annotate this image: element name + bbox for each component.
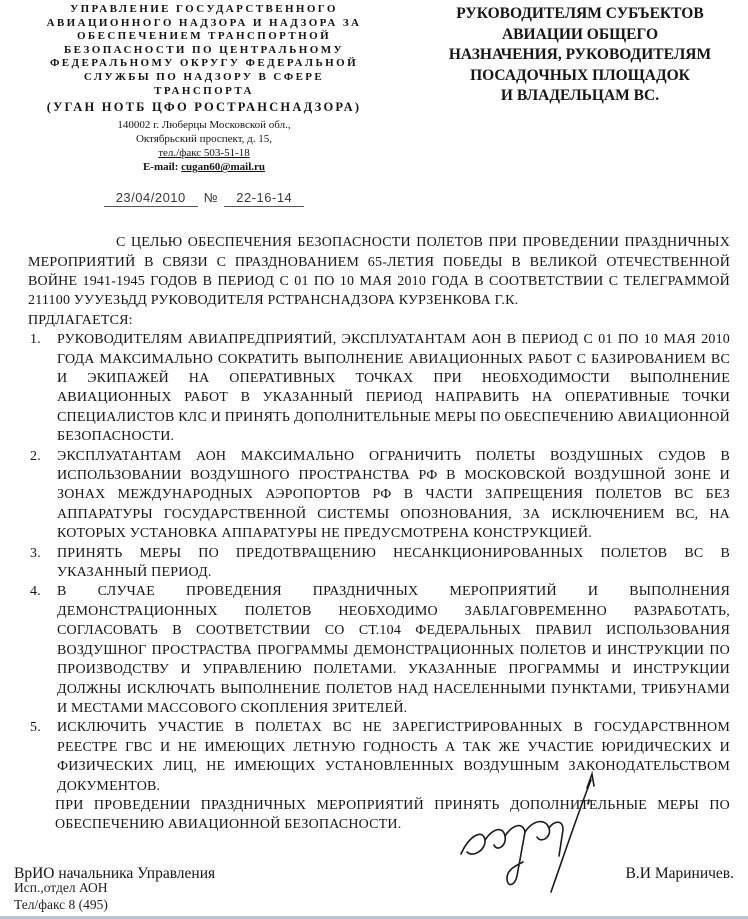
- list-item: [28, 544, 730, 583]
- executor-footer: [14, 879, 108, 913]
- list-item: [28, 447, 730, 544]
- item-text: ЭКСПЛУАТАНТАМ АОН МАКСИМАЛЬНО ОГРАНИЧИТЬ ПОЛЕТЫ ВОЗДУШНЫХ СУДОВ В ИСПОЛЬЗОВАНИИ ВОЗДУШНОГО ПРОСТРАНСТВА РФ В МОСКОВСКОЙ ВОЗДУШНОЙ ЗОНЕ И ЗОНАХ МЕЖДУНАРОДНЫХ АЭРОПОРТОВ РФ В ЧАСТИ ЗАПРЕЩЕНИЯ ПОЛЕТОВ ВС БЕЗ АППАРАТУРЫ ГОСУДАРСТВЕННОЙ СИСТЕМЫ ОПОЗНОВАНИЯ, ЗА ИСКЛЮЧЕНИЕМ ВС, НА КОТОРЫХ УСТАНОВКА АППАРАТУРЫ НЕ ПРЕДУСМОТРЕНА КОНСТРУКЦИЕЙ.: [57, 448, 730, 542]
- number-sign: №: [203, 190, 219, 206]
- list-item: [28, 330, 730, 446]
- executor-phone: Тел/факс 8 (495): [14, 897, 108, 912]
- org-name-line: ОБЕСПЕЧЕНИЕМ ТРАНСПОРТНОЙ: [76, 30, 332, 43]
- addressee-line: И ВЛАДЕЛЬЦАМ ВС.: [500, 87, 660, 104]
- item-text: РУКОВОДИТЕЛЯМ АВИАПРЕДПРИЯТИЙ, ЭКСПЛУАТАНТАМ АОН В ПЕРИОД С 01 ПО 10 МАЯ 2010 ГОДА МАКСИМАЛЬНО СОКРАТИТЬ ВЫПОЛНЕНИЕ АВИАЦИОННЫХ РАБОТ С БАЗИРОВАНИЕМ ВС И ЭКИПАЖЕЙ НА ОПЕРАТИВНЫХ ТОЧКАХ ПРИ НЕОБХОДИМОСТИ ВЫПОЛНЕНИЕ АВИАЦИОННЫХ РАБОТ В УКАЗАННЫЙ ПЕРИОД НАПРАВИТЬ НА ОПЕРАТИВНЫЕ ТОЧКИ СПЕЦИАЛИСТОВ КЛС И ПРИНЯТЬ ДОПОЛНИТЕЛЬНЫЕ МЕРЫ ПО ОБЕСПЕЧЕНИЮ АВИАЦИОННОЙ БЕЗОПАСНОСТИ.: [57, 332, 730, 445]
- handwritten-signature-icon: [455, 758, 665, 898]
- email-line: [0, 160, 408, 174]
- list-item: [28, 582, 730, 718]
- item-text: ПРИНЯТЬ МЕРЫ ПО ПРЕДОТВРАЩЕНИЮ НЕСАНКЦИОНИРОВАННЫХ ПОЛЕТОВ ВС В УКАЗАННЫЙ ПЕРИОД.: [57, 545, 730, 581]
- signatory-position: ВрИО начальника Управления: [14, 864, 216, 882]
- item-text: ИСКЛЮЧИТЬ УЧАСТИЕ В ПОЛЕТАХ ВС НЕ ЗАРЕГИСТРИРОВАННЫХ В ГОСУДАРСТВННОМ РЕЕСТРЕ ГВС И НЕ ИМЕЮЩИХ ЛЕТНУЮ ГОДНОСТЬ А ТАК ЖЕ УЧАСТИЕ ЮРИДИЧЕСКИХ И ФИЗИЧЕСКИХ ЛИЦ, НЕ ИМЕЮЩИХ УСТАНОВЛЕННЫХ ВОЗДУШНЫМ ЗАКОНОДАТЕЛЬСТВОМ ДОКУМЕНТОВ.: [57, 720, 730, 794]
- addressee-line: ПОСАДОЧНЫХ ПЛОЩАДОК: [470, 66, 690, 84]
- item-number: 4.: [30, 584, 41, 600]
- executor-line: Исп.,отдел АОН: [14, 880, 108, 895]
- addressee-block: [408, 3, 748, 205]
- reference-line: [0, 190, 408, 205]
- closing-paragraph: ПРИ ПРОВЕДЕНИИ ПРАЗДНИЧНЫХ МЕРОПРИЯТИЙ ПРИНЯТЬ ДОПОЛНИТЕЛЬНЫЕ МЕРЫ ПО ОБЕСПЕЧЕНИЮ АВИАЦИОННОЙ БЕЗОПАСНОСТИ.: [55, 797, 730, 833]
- address-line: 140002 г. Люберцы Московской обл.,: [117, 119, 291, 132]
- letter-number: 22-16-14: [224, 190, 304, 207]
- proposes-label: ПРДЛАГАЕТСЯ:: [28, 312, 133, 328]
- intro-paragraph: С ЦЕЛЬЮ ОБЕСПЕЧЕНИЯ БЕЗОПАСНОСТИ ПОЛЕТОВ ПРИ ПРОВЕДЕНИИ ПРАЗДНИЧНЫХ МЕРОПРИЯТИЙ В СВЯЗИ С ПРАЗДНОВАНИЕМ 65-ЛЕТИЯ ПОБЕДЫ В ВЕЛИКОЙ ОТЕЧЕСТВЕННОЙ ВОЙНЕ 1941-1945 ГОДОВ В ПЕРИОД С 01 ПО 10 МАЯ 2010 ГОДА В СООТВЕТСТВИИ С ТЕЛЕГРАММОЙ 211100 УУУЕЗЬДД РУКОВОДИТЕЛЯ РСТРАНСНАДЗОРА КУРЗЕНКОВА Г.К.: [28, 235, 730, 309]
- org-address: [0, 118, 408, 174]
- letterhead: [0, 3, 408, 205]
- org-name-line: СЛУЖБЫ ПО НАДЗОРУ В СФЕРЕ: [83, 70, 325, 83]
- address-line: Октябрьский проспект, д. 15,: [135, 133, 273, 146]
- letter-header: [0, 0, 748, 205]
- org-name-line: ФЕДЕРАЛЬНОМУ ОКРУГУ ФЕДЕРАЛЬНОЙ: [49, 57, 359, 70]
- phone-fax-line: тел./факс 503-51-18: [158, 147, 250, 160]
- org-name-line: ТРАНСПОРТА: [154, 84, 254, 97]
- item-number: 2.: [30, 448, 41, 464]
- signatory-name: В.И Мариничев.: [625, 864, 734, 882]
- org-abbreviation: (УГАН НОТБ ЦФО РОСТРАНСНАДЗОРА): [46, 100, 362, 115]
- letter-body: [28, 233, 730, 835]
- email-label: E-mail:: [142, 161, 179, 174]
- org-name-line: БЕЗОПАСНОСТИ ПО ЦЕНТРАЛЬНОМУ: [64, 43, 344, 56]
- item-text: В СЛУЧАЕ ПРОВЕДЕНИЯ ПРАЗДНИЧНЫХ МЕРОПРИЯТИЙ И ВЫПОЛНЕНИЯ ДЕМОНСТРАЦИОННЫХ ПОЛЕТОВ НЕОБХОДИМО ЗАБЛАГОВРЕМЕННО РАЗРАБОТАТЬ, СОГЛАСОВАТЬ В СООТВЕТСТВИИ СО СТ.104 ФЕДЕРАЛЬНЫХ ПРАВИЛ ИСПОЛЬЗОВАНИЯ ВОЗДУШНОГ ПРОСТРАСТВА ПРОГРАММЫ ДЕМОНСТРАЦИОННЫХ ПОЛЕТОВ И ИНСТРУКЦИИ ПО ПРОИЗВОДСТВУ И УПРАВЛЕНИЮ ПОЛЕТАМИ. УКАЗАННЫЕ ПРОГРАММЫ И ИНСТРУКЦИИ ДОЛЖНЫ ИСКЛЮЧАТЬ ВЫПОЛНЕНИЕ ПОЛЕТОВ НАД НАСЕЛЕННЫМИ ПУНКТАМИ, ТРИБУНАМИ И МЕСТАМИ МАССОВОГО СКОПЛЕНИЯ ЗРИТЕЛЕЙ.: [57, 584, 730, 716]
- item-number: 1.: [30, 332, 41, 348]
- addressee-line: РУКОВОДИТЕЛЯМ СУБЪЕКТОВ: [456, 5, 704, 22]
- org-name-line: УПРАВЛЕНИЕ ГОСУДАРСТВЕННОГО: [70, 3, 338, 15]
- email-address: cugan60@mail.ru: [181, 161, 266, 174]
- addressee-line: АВИАЦИИ ОБЩЕГО: [501, 25, 659, 43]
- org-name-line: АВИАЦИОННОГО НАДЗОРА И НАДЗОРА ЗА: [46, 16, 362, 29]
- org-name: [0, 3, 408, 115]
- letter-date: 23/04/2010: [104, 190, 198, 207]
- addressee-line: НАЗНАЧЕНИЯ, РУКОВОДИТЕЛЯМ: [448, 46, 712, 63]
- item-number: 3.: [30, 545, 41, 561]
- item-number: 5.: [30, 720, 41, 736]
